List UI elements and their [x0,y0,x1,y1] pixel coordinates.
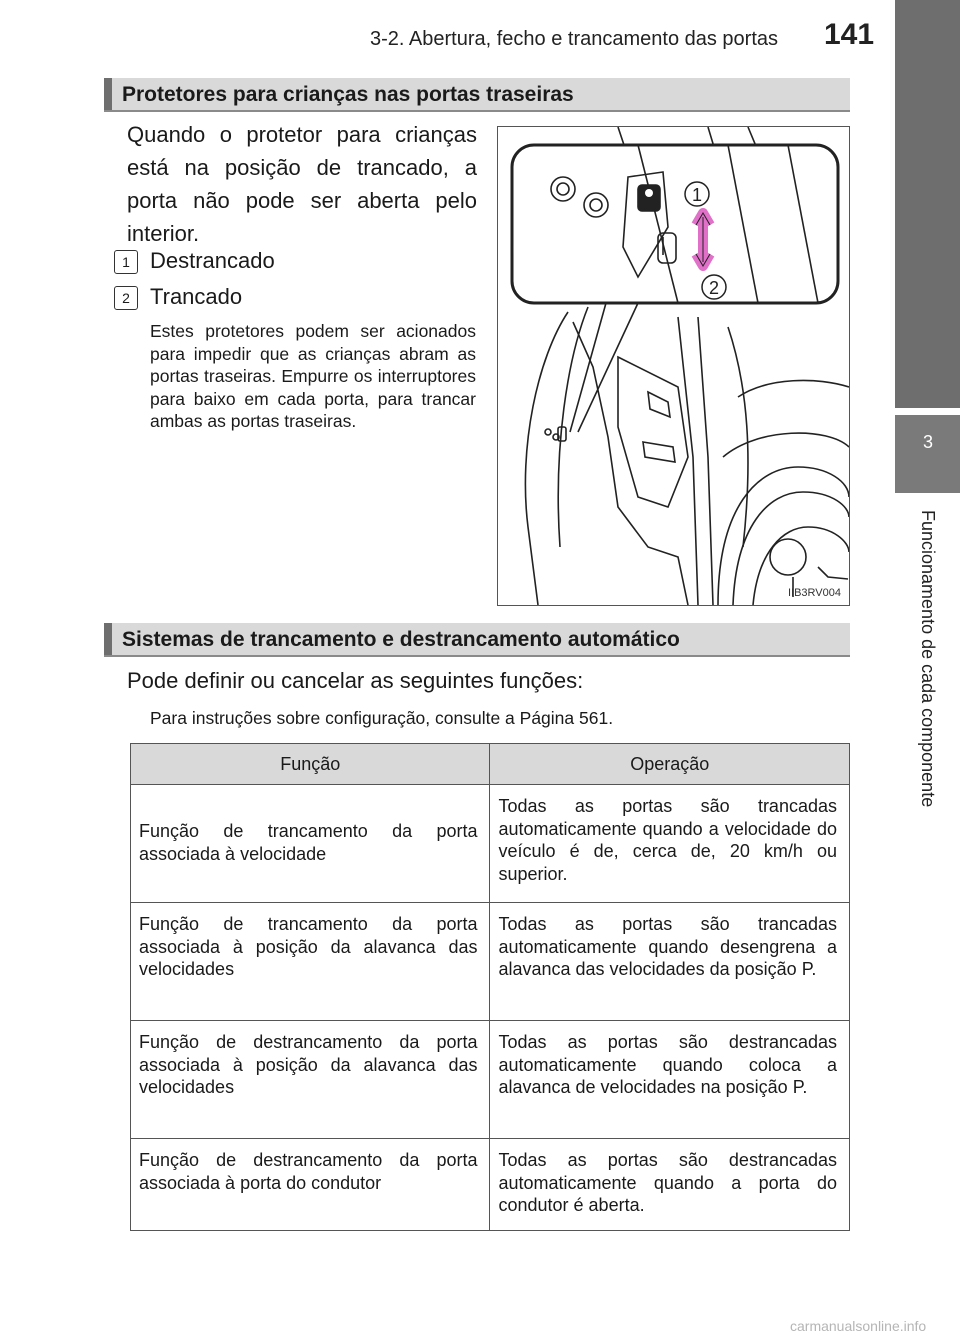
table-cell-operation: Todas as portas são trancadas automaticamente quando desengrena a alavanca das velocidades da posição P. [490,903,850,1021]
figure-code: IIB3RV004 [787,587,841,599]
watermark-text: carmanualsonline.info [790,1318,927,1334]
section-heading-child-locks [104,78,850,112]
legend-item-unlocked [114,246,275,276]
child-lock-figure [497,126,850,606]
rear-door-illustration [498,127,849,605]
table-row [131,903,850,1021]
side-tab-chapter-block [895,415,960,493]
table-header-function: Função [131,744,490,785]
callout-label-2: 2 [708,278,720,298]
table-cell-function: Função de destrancamento da porta associada à posição da alavanca das velocidades [131,1021,490,1139]
table-row [131,1139,850,1231]
auto-lock-lead-text: Pode definir ou cancelar as seguintes funções: [127,668,584,693]
legend-number: 2 [114,286,138,310]
page-header-title: 3-2. Abertura, fecho e trancamento das portas [370,28,779,50]
table-cell-function: Função de trancamento da porta associada à posição da alavanca das velocidades [131,903,490,1021]
lock-direction-arrow [696,213,710,266]
child-lock-note: Estes protetores podem ser acionados para impedir que as crianças abram as portas traseiras. Empurre os interruptores para baixo em cada porta, para trancar ambas as portas traseiras. [150,321,476,431]
side-tab-chapter-number: 3 [922,432,933,452]
table-header-row [131,744,850,785]
table-cell-operation: Todas as portas são trancadas automaticamente quando a velocidade do veículo é de, cerca de, 20 km/h ou superior. [490,785,850,903]
side-tab-bar [895,0,960,408]
table-cell-operation: Todas as portas são destrancadas automaticamente quando a porta do condutor é aberta. [490,1139,850,1231]
table-cell-function: Função de destrancamento da porta associada à porta do condutor [131,1139,490,1231]
table-cell-operation: Todas as portas são destrancadas automaticamente quando coloca a alavanca de velocidades na posição P. [490,1021,850,1139]
table-row [131,785,850,903]
function-table [130,743,850,1231]
callout-label-1: 1 [691,185,703,205]
page-number: 141 [824,18,875,51]
legend-label: Destrancado [150,248,275,273]
legend-number: 1 [114,250,138,274]
table-row [131,1021,850,1139]
child-lock-lead-text: Quando o protetor para crianças está na posição de trancado, a porta não pode ser aberta pelo interior. [127,122,477,246]
table-cell-function: Função de trancamento da porta associada à velocidade [131,785,490,903]
auto-lock-note: Para instruções sobre configuração, consulte a Página 561. [150,708,614,728]
table-header-operation: Operação [490,744,850,785]
side-tab-chapter-label: Funcionamento de cada componente [918,510,938,808]
section-heading-text: Sistemas de trancamento e destrancamento automático [122,628,680,651]
legend-item-locked [114,282,242,312]
section-heading-auto-lock [104,623,850,657]
section-heading-text: Protetores para crianças nas portas traseiras [122,83,574,106]
legend-label: Trancado [150,284,243,309]
